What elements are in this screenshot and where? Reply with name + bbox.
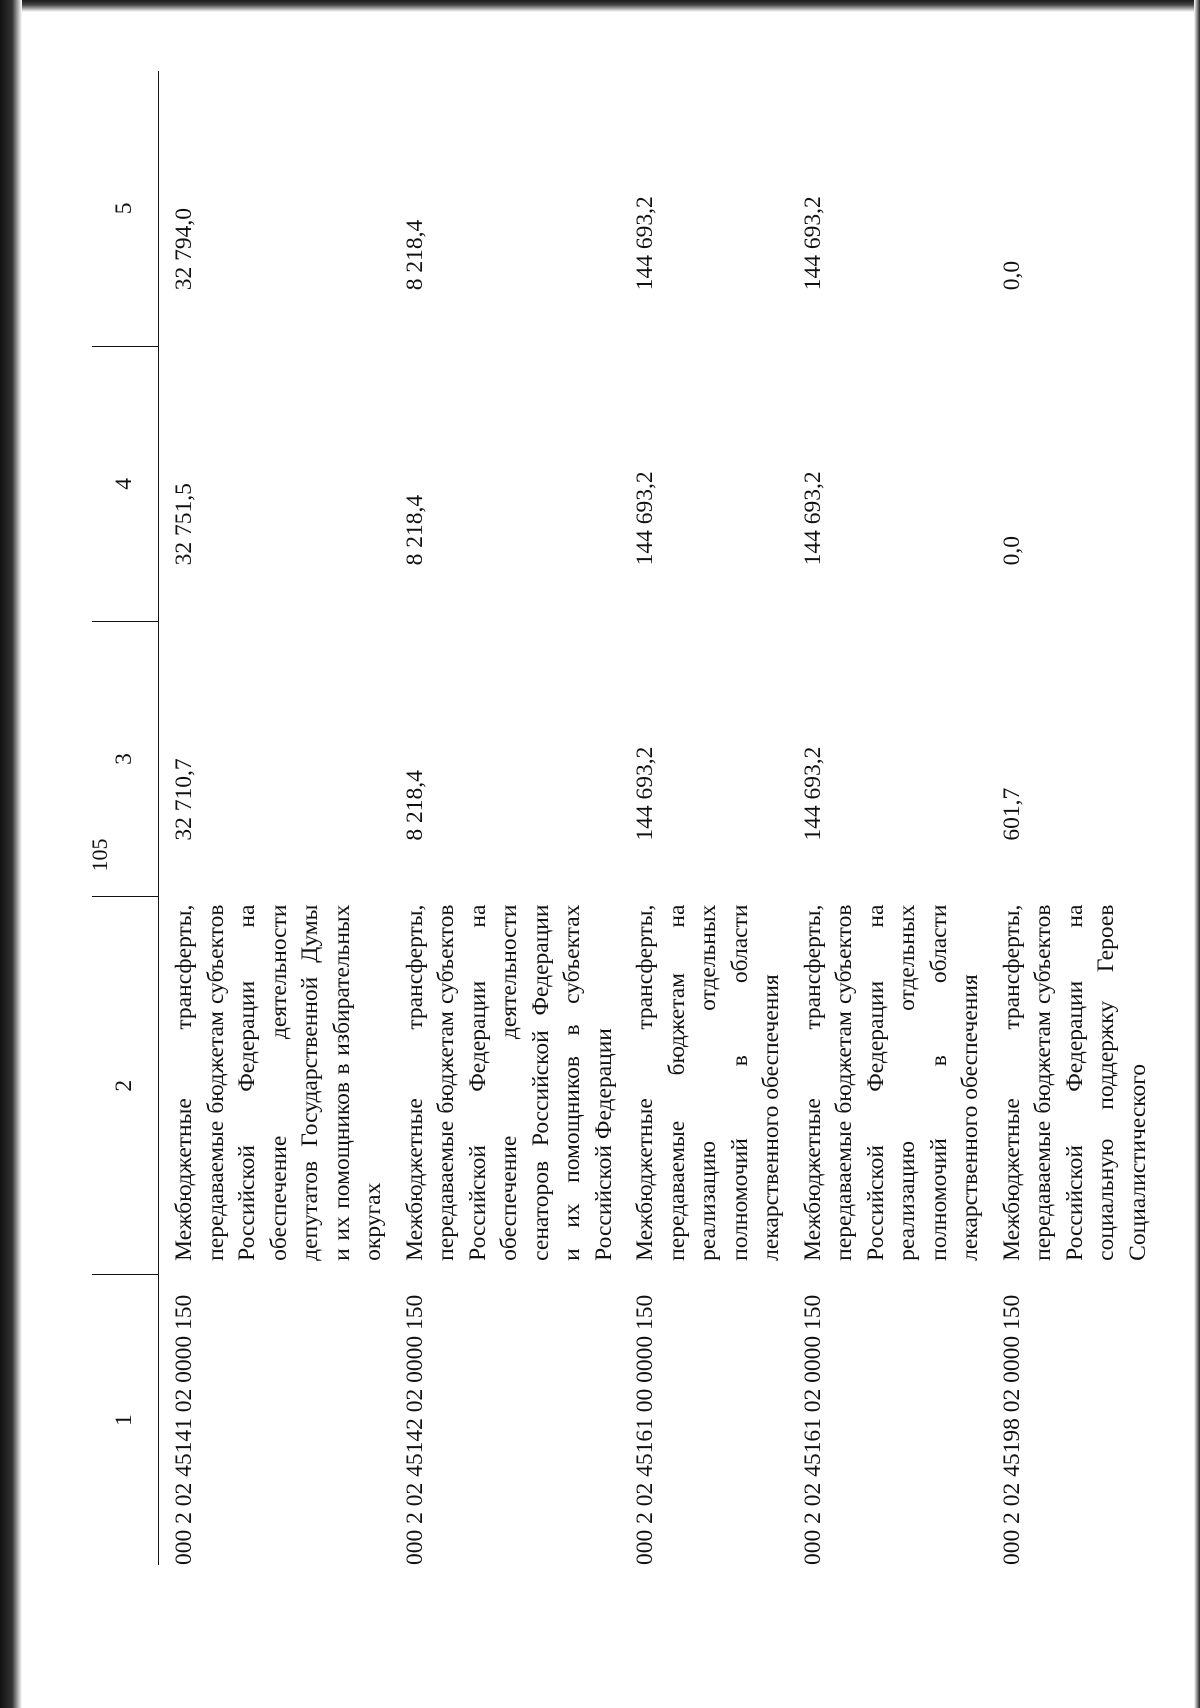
row-value-col-5: 144 693,2 (799, 196, 826, 291)
row-name: Межбюджетные трансферты, передаваемые бюджетам субъектов Российской Федерации на обеспечение деятельности сенаторов Российской Федерации и их помощников в субъектах Российской Федерации (401, 904, 617, 1261)
table-header-row (92, 71, 159, 1565)
header-col-5: 5 (92, 71, 159, 346)
row-code: 000 2 02 45161 02 0000 150 (799, 1294, 826, 1565)
row-code: 000 2 02 45142 02 0000 150 (401, 1294, 428, 1565)
row-value-col-4: 0,0 (998, 536, 1025, 566)
row-value-col-4: 32 751,5 (171, 483, 197, 566)
row-value-col-3: 8 218,4 (401, 770, 428, 841)
table-row (620, 71, 788, 1565)
table-row (788, 71, 987, 1565)
row-value-col-5: 0,0 (998, 260, 1025, 291)
row-name: Межбюджетные трансферты, передаваемые бюджетам субъектов Российской Федерации на социальную поддержку Героев Социалистического (998, 904, 1151, 1261)
row-code: 000 2 02 45198 02 0000 150 (998, 1294, 1025, 1565)
row-value-col-4: 144 693,2 (799, 471, 826, 566)
row-code: 000 2 02 45141 02 0000 150 (171, 1294, 197, 1565)
header-col-2: 2 (92, 897, 159, 1275)
row-name: Межбюджетные трансферты, передаваемые бюджетам на реализацию отдельных полномочий в области лекарственного обеспечения (632, 904, 784, 1261)
budget-table (92, 71, 1154, 1565)
table-row (159, 71, 390, 1565)
row-value-col-5: 32 794,0 (171, 207, 197, 291)
page-number: 105 (87, 838, 112, 872)
row-value-col-3: 144 693,2 (799, 746, 826, 841)
row-value-col-5: 8 218,4 (401, 219, 428, 291)
row-name: Межбюджетные трансферты, передаваемые бюджетам субъектов Российской Федерации на обеспечение деятельности депутатов Государственной Думы и их помощников в избирательных округах (171, 904, 386, 1261)
row-value-col-3: 144 693,2 (632, 746, 658, 841)
row-value-col-5: 144 693,2 (632, 196, 658, 291)
row-name: Межбюджетные трансферты, передаваемые бюджетам субъектов Российской Федерации на реализацию отдельных полномочий в области лекарственного обеспечения (799, 904, 983, 1261)
row-value-col-3: 32 710,7 (171, 758, 197, 841)
row-code: 000 2 02 45161 00 0000 150 (632, 1294, 658, 1565)
table-row (390, 71, 621, 1565)
row-value-col-3: 601,7 (998, 787, 1025, 841)
table-row (987, 71, 1155, 1565)
header-col-4: 4 (92, 346, 159, 621)
row-value-col-4: 8 218,4 (401, 494, 428, 566)
header-col-3: 3 (92, 621, 159, 896)
header-col-1: 1 (92, 1275, 159, 1565)
row-value-col-4: 144 693,2 (632, 471, 658, 566)
